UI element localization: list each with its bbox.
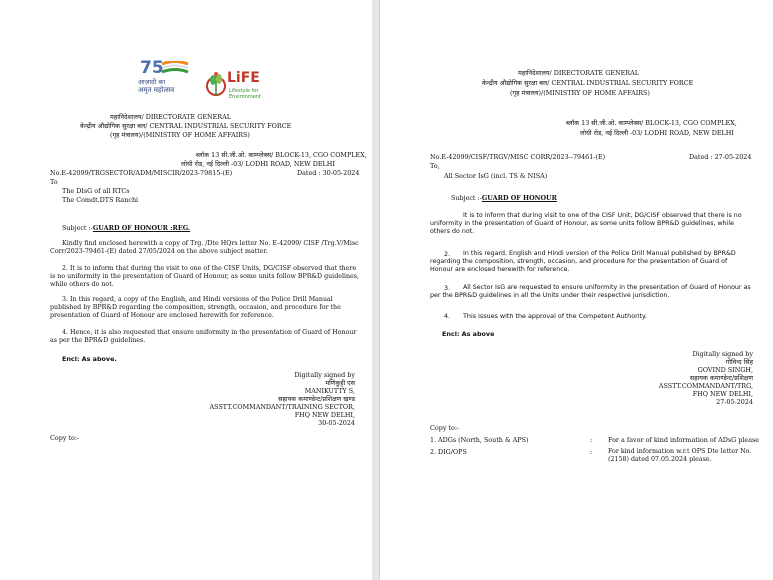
address-line2: लोधी रोड, नई दिल्ली -03/ LODHI ROAD, NEW DELHI: [580, 129, 734, 137]
copy-item-org: ADGs (North, South & APS): [438, 436, 529, 444]
copy-item-number: 2.: [430, 448, 437, 456]
paragraph-3: All Sector IsG are requested to ensure uniformity in the presentation of Guard of Honour as per the BPR&D guidelines in all the Units under their respective jurisdiction.: [430, 284, 751, 300]
reference-number: No.E-42099/CISF/TRGV/MISC CORR/2023--79461-(E): [430, 153, 606, 161]
tricolor-flag-icon: [160, 61, 190, 75]
copy-list-item: [430, 448, 760, 468]
header-line2: केन्द्रीय औद्योगिक सुरक्षा बल/ CENTRAL INDUSTRIAL SECURITY FORCE: [482, 79, 694, 87]
subject-line: [451, 194, 557, 202]
signature-line: ASSTT.COMMANDANT/TRAINING SECTOR,: [209, 403, 355, 411]
subject-text: GUARD OF HONOUR: [481, 194, 557, 202]
subject-label: Subject :-: [62, 224, 93, 232]
header-line3: (गृह मंत्रालय)/(MINISTRY OF HOME AFFAIRS): [110, 131, 250, 139]
subject-label: Subject :-: [451, 194, 482, 202]
letter-date: Dated : 30-05-2024: [297, 169, 360, 177]
signature-line: 30-05-2024: [318, 419, 355, 427]
signature-line: गोविन्द सिंह: [725, 358, 753, 366]
logo-azadi-line2: अमृत महोत्सव: [138, 86, 175, 94]
paragraph-4: This issues with the approval of the Competent Authority.: [463, 312, 647, 320]
signature-line: Digitally signed by: [294, 371, 355, 379]
paragraph-2-number: 2.: [444, 250, 451, 258]
signature-block: [200, 371, 355, 427]
signature-line: 27-05-2024: [716, 398, 753, 406]
paragraph-1: Kindly find enclosed herewith a copy of Trg. /Dte HQrs letter No. E-42099/ CISF /Trg.V/Misc Corr/2023-79461-(E) dated 27/05/2024 on the above subject matter.: [50, 240, 359, 256]
logo-75-number: 75: [140, 58, 164, 78]
paragraph-3-number: 3.: [444, 284, 451, 292]
copy-item-colon: :: [590, 448, 593, 456]
right-letter-page: [379, 0, 773, 580]
paragraph-2: In this regard, English and Hindi version of the Police Drill Manual published by BPR&D regarding the composition, strength, occasion, and procedure for the presentation of Guard of Honour are enclosed herewith for reference.: [430, 250, 736, 274]
copy-item-org: DIG/OPS: [438, 448, 467, 456]
copy-item-text: For a favor of kind information of ADsG please: [608, 436, 760, 444]
paragraph-2: 2. It is to inform that during the visit to one of the CISF Units, DG/CISF observed that there is no uniformity in the presentation of Guard of Honour, as some units follow BPR&D guidelines, while others do not.: [50, 265, 359, 289]
header-line3: (गृह मंत्रालय)/(MINISTRY OF HOME AFFAIRS): [510, 89, 650, 97]
paragraph-1: It is to inform that during visit to one of the CISF Unit, DG/CISF observed that there is no uniformity in the presentation of Guard of Honour, as some units follow BPR&D guidelines, while others do not.: [430, 212, 742, 236]
signature-line: Digitally signed by: [692, 350, 753, 358]
enclosure-note: Encl: As above: [442, 330, 495, 338]
subject-line: [62, 224, 190, 232]
azadi-ka-amrit-mahotsav-logo: [138, 58, 196, 100]
to-label: To: [50, 178, 58, 186]
address-line1: ब्लॉक 13 सी.जी.ओ. काम्प्लेक्स/ BLOCK-13, CGO COMPLEX,: [196, 151, 367, 159]
copy-to-label: Copy to:-: [430, 424, 460, 432]
paragraph-3: 3. In this regard, a copy of the English, and Hindi versions of the Police Drill Manual published by BPR&D regarding the composition, strength, occasion, and procedure for the presentation of Guard of Honour are enclosed herewith for reference.: [50, 296, 341, 320]
address-line1: ब्लॉक 13 सी.जी.ओ. काम्प्लेक्स/ BLOCK-13, CGO COMPLEX,: [566, 119, 737, 127]
enclosure-note: Encl: As above.: [62, 355, 117, 363]
logo-life-tagline2: Environment: [229, 94, 261, 100]
signature-block: [590, 350, 753, 406]
recipient-line: All Sector IsG (incl. TS & NISA): [444, 172, 548, 180]
paragraph-4-number: 4.: [444, 312, 451, 320]
subject-text: GUARD OF HONOUR :REG.: [92, 224, 191, 232]
recipient-line1: The DIsG of all RTCs: [62, 187, 130, 195]
header-line1: महानिदेशालय/ DIRECTORATE GENERAL: [110, 113, 231, 121]
copy-list-item: [430, 436, 760, 446]
copy-item-colon: :: [590, 436, 593, 444]
header-line1: महानिदेशालय/ DIRECTORATE GENERAL: [518, 69, 639, 77]
signature-line: सहायक कमाण्डेन्ट/प्रशिक्षण: [689, 374, 753, 382]
signature-line: ASSTT.COMMANDANT/TRG,: [658, 382, 753, 390]
to-label: To,: [430, 162, 440, 170]
header-line2: केन्द्रीय औद्योगिक सुरक्षा बल/ CENTRAL INDUSTRIAL SECURITY FORCE: [80, 122, 292, 130]
signature-line: FHQ NEW DELHI,: [692, 390, 753, 398]
signature-line: MANIKUTTY S,: [304, 387, 355, 395]
life-mission-logo: [205, 68, 275, 102]
logo-azadi-line1: आज़ादी का: [138, 78, 166, 86]
left-letter-page: [0, 0, 372, 580]
signature-line: GOVIND SINGH,: [697, 366, 753, 374]
logo-life-text: LiFE: [227, 70, 260, 86]
copy-to-label: Copy to:-: [50, 434, 80, 442]
recipient-line2: The Comdt.DTS Ranchi: [62, 196, 139, 204]
life-leaf-emblem-icon: [205, 70, 227, 100]
reference-number: No.E-42099/TRGSECTOR/ADM/MISCIR/2023-79815-(E): [50, 169, 233, 177]
copy-item-number: 1.: [430, 436, 437, 444]
logo-life-tagline1: Lifestyle for: [229, 88, 259, 94]
signature-line: सहायक कमाण्डेन्ट/प्रशिक्षण खण्ड: [278, 395, 355, 403]
paragraph-4: 4. Hence, it is also requested that ensure uniformity in the presentation of Guard of Honour as per the BPR&D guidelines.: [50, 329, 357, 345]
copy-item-text: For kind information w.r.t OPS Dte letter No. (2158) dated 07.05.2024 please.: [608, 448, 752, 464]
signature-line: FHQ NEW DELHI,: [294, 411, 355, 419]
address-line2: लोधी रोड, नई दिल्ली -03/ LODHI ROAD, NEW DELHI: [181, 160, 335, 168]
letter-date: Dated : 27-05-2024: [689, 153, 752, 161]
signature-line: मणिकुट्टी एस: [325, 379, 355, 387]
